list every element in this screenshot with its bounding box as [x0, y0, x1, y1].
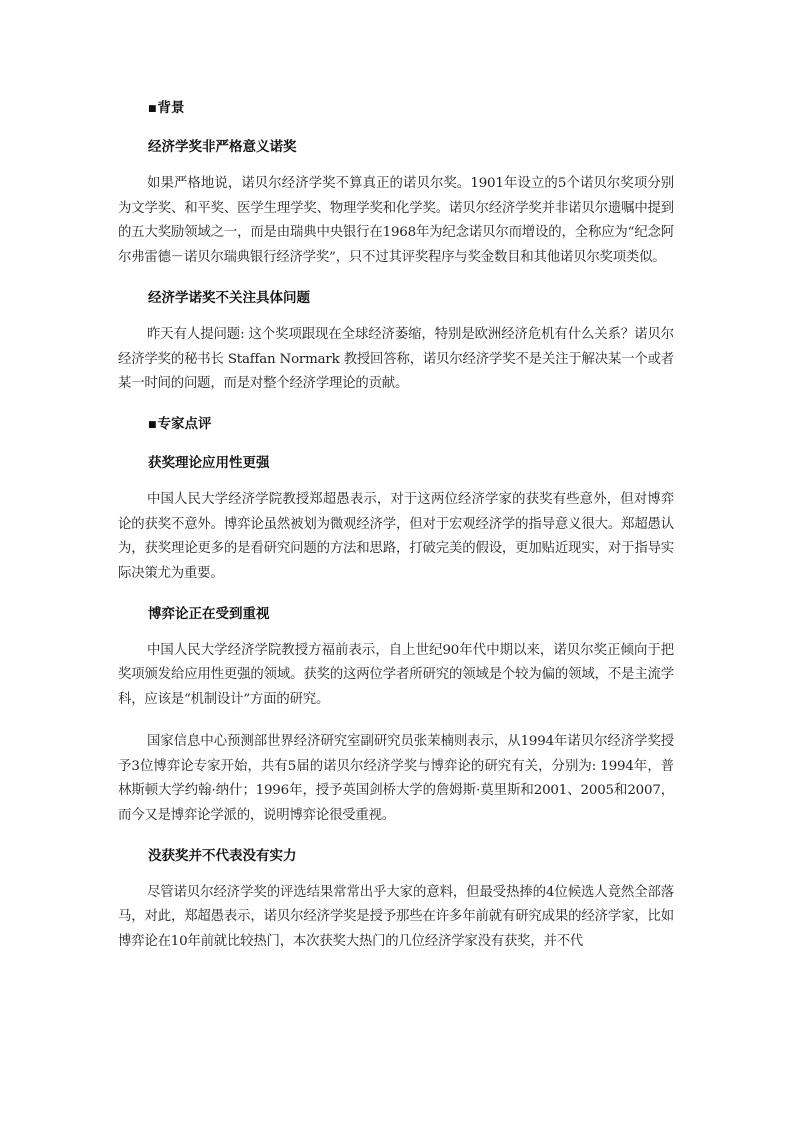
square-bullet-icon: ■ — [148, 104, 157, 114]
subheading: 经济学诺奖不关注具体问题 — [148, 289, 310, 306]
subheading: 经济学奖非严格意义诺奖 — [148, 139, 297, 155]
article-body — [118, 98, 674, 972]
square-bullet-icon: ■ — [148, 419, 157, 430]
subheading: 获奖理论应用性更强 — [148, 454, 270, 471]
subheading: 博弈论正在受到重视 — [148, 605, 270, 622]
paragraph: 如果严格地说，诺贝尔经济学奖不算真正的诺贝尔奖。1901年设立的5个诺贝尔奖项分别为文学奖、和平奖、医学生理学奖、物理学奖和化学奖。诺贝尔经济学奖并非诺贝尔遗嘱中提到的五大奖励领域之一，而是由瑞典中央银行在1968年为纪念诺贝尔而增设的，全称应为“纪念阿尔弗雷德－诺贝尔瑞典银行经济学奖”，只不过其评奖程序与奖金数目和其他诺贝尔奖项类似。 — [118, 176, 674, 266]
section-heading-background: ■背景 — [148, 100, 185, 116]
paragraph: 尽管诺贝尔经济学奖的评选结果常常出乎大家的意料，但最受热捧的4位候选人竟然全部落马，对此，郑超愚表示，诺贝尔经济学奖是授予那些在许多年前就有研究成果的经济学家，比如博弈论在10年前就比较热门，本次获奖大热门的几位经济学家没有获奖，并不代 — [118, 884, 674, 950]
paragraph: 中国人民大学经济学院教授方福前表示，自上世纪90年代中期以来，诺贝尔奖正倾向于把奖项颁发给应用性更强的领域。获奖的这两位学者所研究的领域是个较为偏的领域，不是主流学科，应该是“机制设计”方面的研究。 — [118, 642, 674, 708]
paragraph: 国家信息中心预测部世界经济研究室副研究员张茉楠则表示，从1994年诺贝尔经济学奖授予3位博弈论专家开始，共有5届的诺贝尔经济学奖与博弈论的研究有关，分别为: 1994年，普林斯顿大学约翰·纳什；1996年，授予英国剑桥大学的詹姆斯·莫里斯和2001、2005和2007，而今又是博弈论学派的，说明博弈论很受重视。 — [118, 733, 674, 823]
paragraph: 昨天有人提问题: 这个奖项跟现在全球经济萎缩，特别是欧洲经济危机有什么关系？诺贝尔经济学奖的秘书长 Staffan Normark 教授回答称，诺贝尔经济学奖不是关注于解决某一个或者某一时间的问题，而是对整个经济学理论的贡献。 — [118, 326, 674, 392]
paragraph: 中国人民大学经济学院教授郑超愚表示，对于这两位经济学家的获奖有些意外，但对博弈论的获奖不意外。博弈论虽然被划为微观经济学，但对于宏观经济学的指导意义很大。郑超愚认为，获奖理论更多的是看研究问题的方法和思路，打破完美的假设，更加贴近现实，对于指导实际决策尤为重要。 — [118, 491, 674, 582]
subheading: 没获奖并不代表没有实力 — [148, 847, 297, 864]
section-heading-expert-review: ■专家点评 — [148, 415, 212, 432]
